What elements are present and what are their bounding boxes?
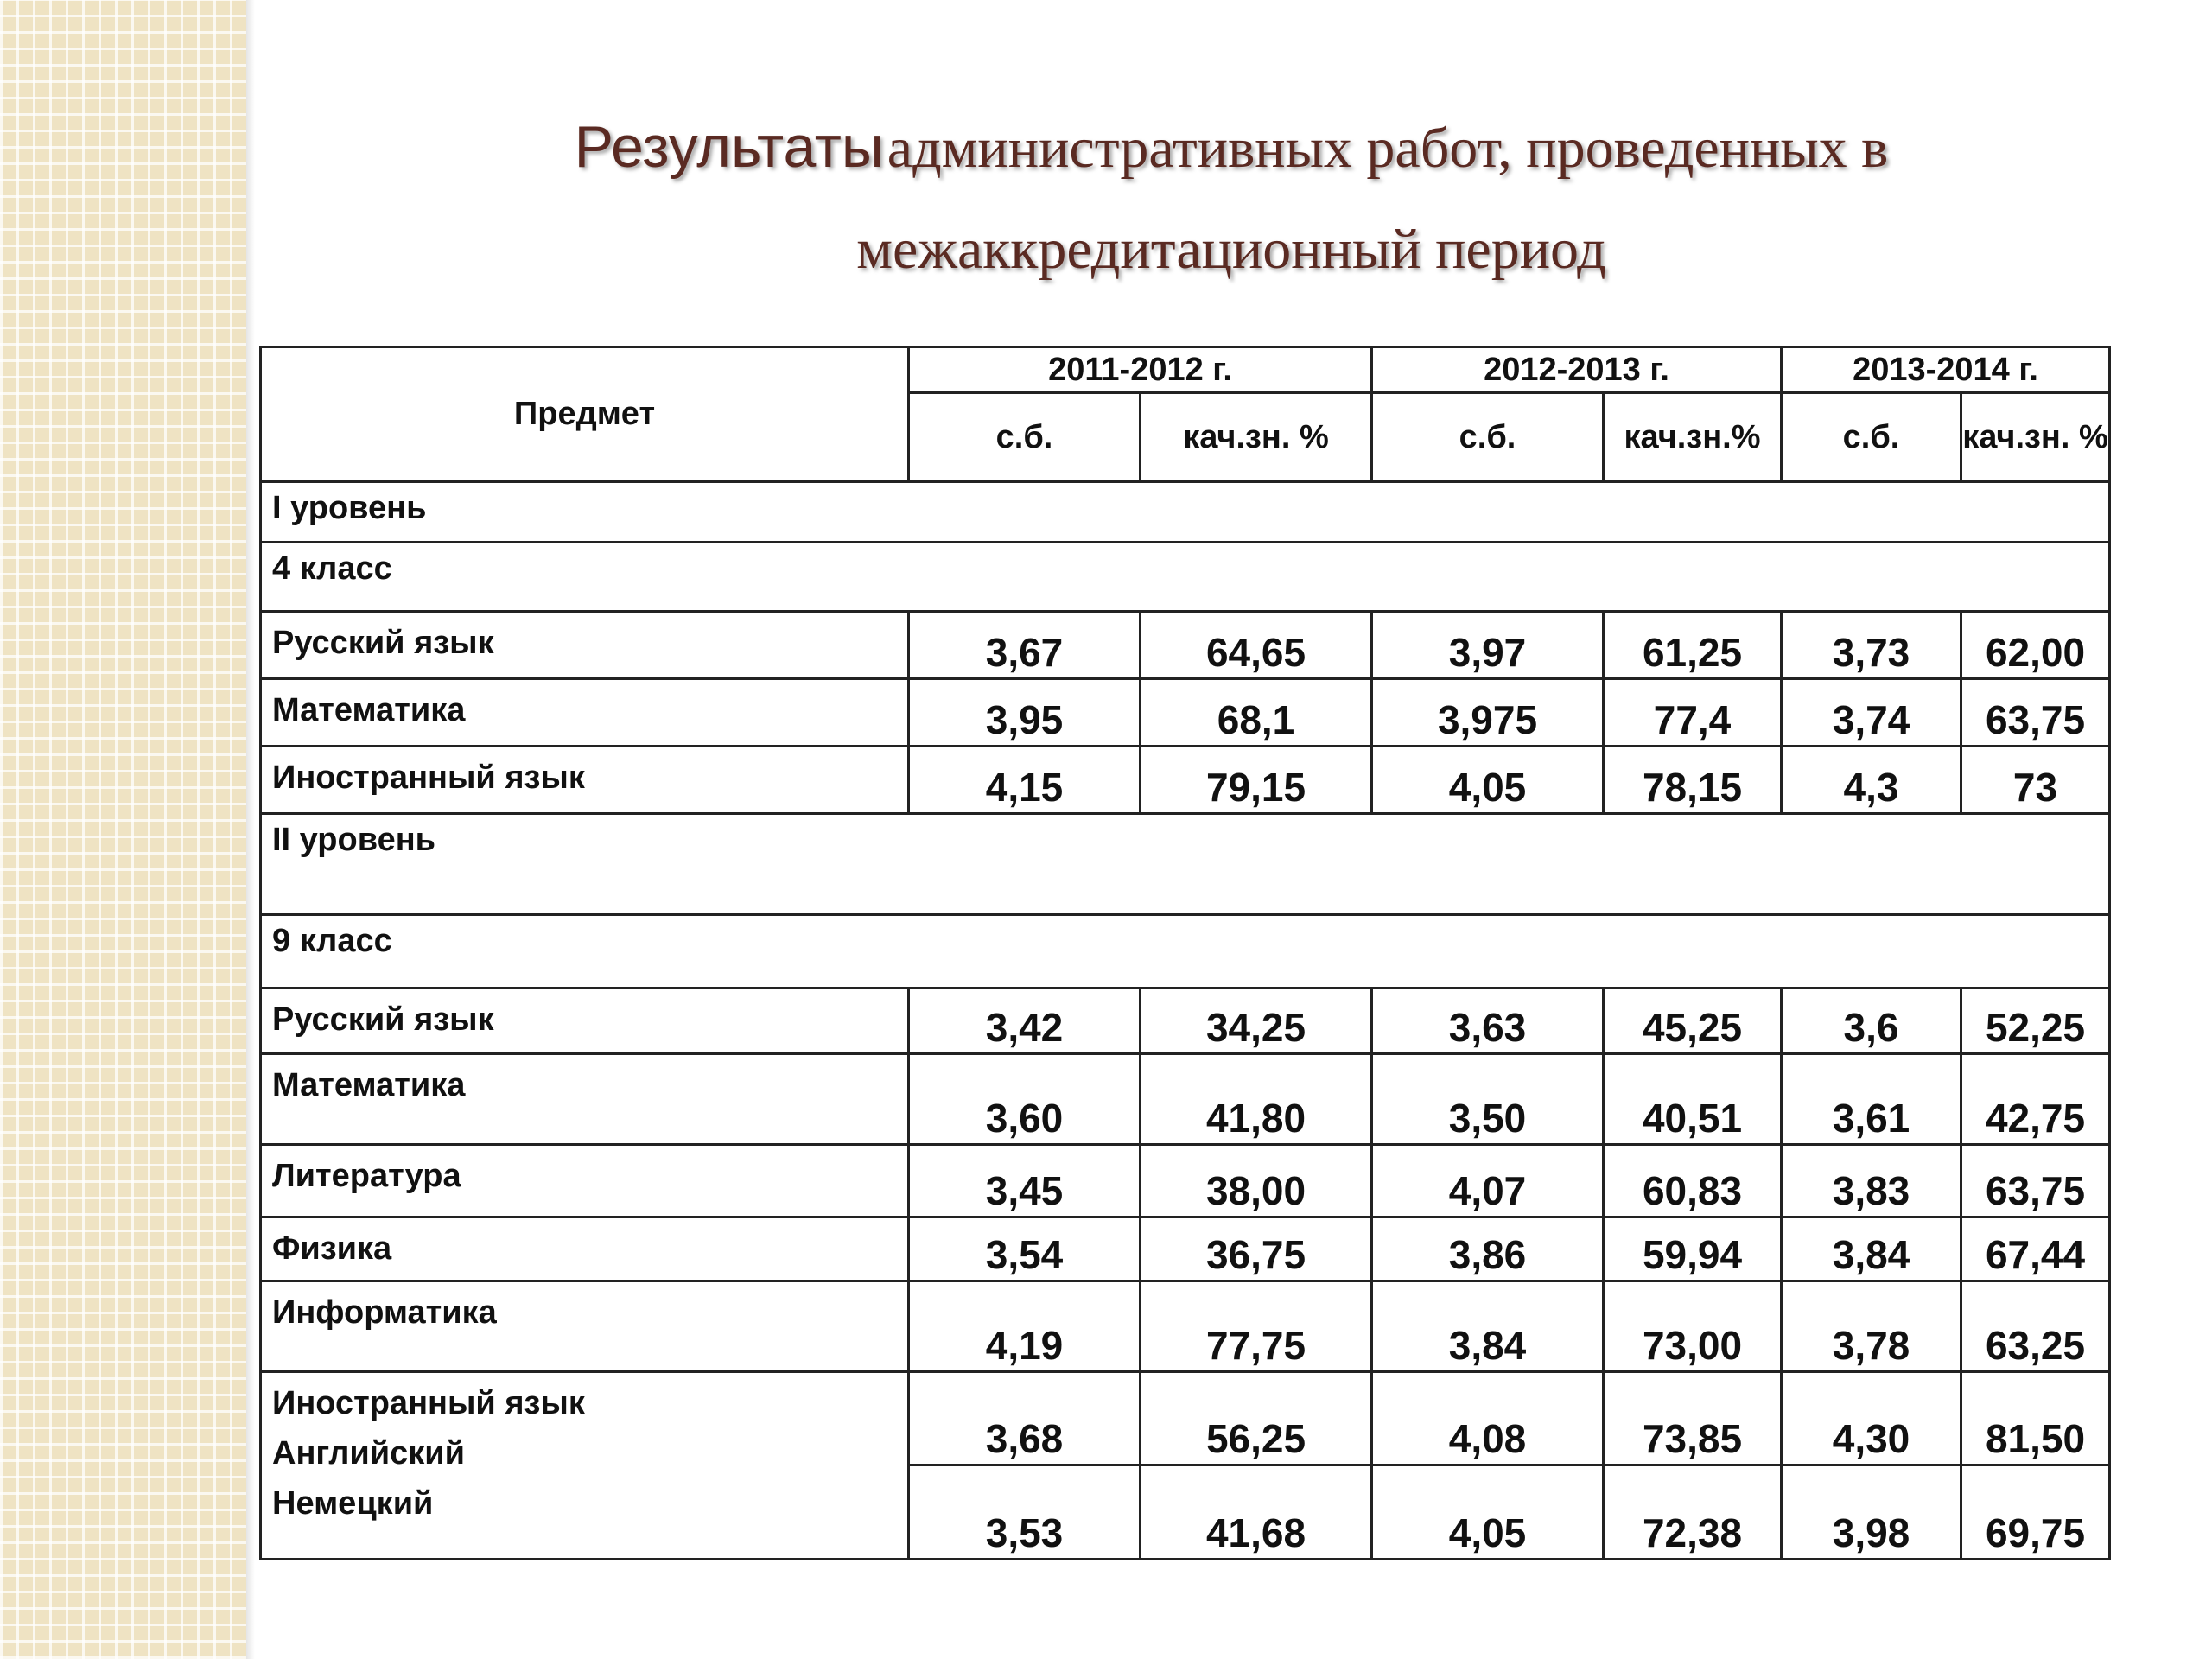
value-cell: 63,75: [1961, 1145, 2110, 1217]
value-cell: 3,50: [1372, 1054, 1604, 1145]
value-cell: 3,68: [909, 1372, 1141, 1465]
value-cell: 41,80: [1141, 1054, 1372, 1145]
sidebar-shadow: [246, 0, 255, 1659]
table-row: [261, 1372, 2110, 1465]
value-cell: 3,42: [909, 988, 1141, 1054]
value-cell: 45,25: [1604, 988, 1782, 1054]
value-cell: 4,15: [909, 747, 1141, 814]
value-cell: 4,05: [1372, 747, 1604, 814]
subcol-header: с.б.: [1782, 393, 1961, 482]
value-cell: 56,25: [1141, 1372, 1372, 1465]
value-cell: 62,00: [1961, 612, 2110, 679]
subject-label: Немецкий: [272, 1485, 434, 1522]
section-row: [261, 915, 2110, 988]
value-cell: 3,84: [1372, 1281, 1604, 1372]
subject-label: Иностранный язык: [272, 1385, 585, 1421]
value-cell: 67,44: [1961, 1217, 2110, 1281]
subject-cell-foreign: [261, 1372, 909, 1560]
table-row: [261, 747, 2110, 814]
value-cell: 3,74: [1782, 679, 1961, 747]
subject-cell: Физика: [261, 1217, 909, 1281]
decorative-sidebar: [0, 0, 246, 1659]
value-cell: 77,75: [1141, 1281, 1372, 1372]
value-cell: 41,68: [1141, 1465, 1372, 1560]
value-cell: 3,95: [909, 679, 1141, 747]
subcol-header: кач.зн. %: [1141, 393, 1372, 482]
value-cell: 4,30: [1782, 1372, 1961, 1465]
subject-cell: Русский язык: [261, 612, 909, 679]
value-cell: 60,83: [1604, 1145, 1782, 1217]
value-cell: 3,45: [909, 1145, 1141, 1217]
table-row: [261, 1145, 2110, 1217]
subject-cell: Информатика: [261, 1281, 909, 1372]
value-cell: 3,73: [1782, 612, 1961, 679]
table-row: [261, 1217, 2110, 1281]
value-cell: 4,3: [1782, 747, 1961, 814]
value-cell: 3,97: [1372, 612, 1604, 679]
subject-label: Английский: [272, 1435, 466, 1471]
subcol-header: с.б.: [1372, 393, 1604, 482]
year-header: 2013-2014 г.: [1782, 347, 2110, 393]
level-label: II уровень: [261, 814, 2110, 915]
table-row: [261, 1054, 2110, 1145]
value-cell: 3,83: [1782, 1145, 1961, 1217]
section-row: [261, 814, 2110, 915]
value-cell: 3,78: [1782, 1281, 1961, 1372]
value-cell: 40,51: [1604, 1054, 1782, 1145]
table-row: [261, 1281, 2110, 1372]
value-cell: 3,84: [1782, 1217, 1961, 1281]
slide-title: [302, 104, 2160, 293]
value-cell: 3,98: [1782, 1465, 1961, 1560]
value-cell: 38,00: [1141, 1145, 1372, 1217]
subject-cell: Математика: [261, 1054, 909, 1145]
table-row: [261, 988, 2110, 1054]
value-cell: 4,07: [1372, 1145, 1604, 1217]
value-cell: 3,60: [909, 1054, 1141, 1145]
subject-cell: Литература: [261, 1145, 909, 1217]
value-cell: 3,63: [1372, 988, 1604, 1054]
header-row-years: [261, 347, 2110, 393]
subject-cell: Математика: [261, 679, 909, 747]
value-cell: 77,4: [1604, 679, 1782, 747]
subcol-header: с.б.: [909, 393, 1141, 482]
title-part1: Результаты: [574, 114, 884, 180]
value-cell: 3,86: [1372, 1217, 1604, 1281]
value-cell: 73,00: [1604, 1281, 1782, 1372]
value-cell: 4,05: [1372, 1465, 1604, 1560]
results-table: [259, 346, 2111, 1560]
table-row: [261, 612, 2110, 679]
subcol-header: кач.зн.%: [1604, 393, 1782, 482]
table-row: [261, 679, 2110, 747]
value-cell: 63,75: [1961, 679, 2110, 747]
subject-cell: Иностранный язык: [261, 747, 909, 814]
value-cell: 4,08: [1372, 1372, 1604, 1465]
value-cell: 73,85: [1604, 1372, 1782, 1465]
section-row: [261, 543, 2110, 612]
value-cell: 34,25: [1141, 988, 1372, 1054]
grade-label: 9 класс: [261, 915, 2110, 988]
grade-label: 4 класс: [261, 543, 2110, 612]
value-cell: 4,19: [909, 1281, 1141, 1372]
value-cell: 81,50: [1961, 1372, 2110, 1465]
value-cell: 59,94: [1604, 1217, 1782, 1281]
subject-cell: Русский язык: [261, 988, 909, 1054]
value-cell: 69,75: [1961, 1465, 2110, 1560]
value-cell: 78,15: [1604, 747, 1782, 814]
title-line2: межаккредитационный период: [856, 218, 1606, 281]
value-cell: 3,67: [909, 612, 1141, 679]
value-cell: 61,25: [1604, 612, 1782, 679]
year-header: 2011-2012 г.: [909, 347, 1372, 393]
value-cell: 68,1: [1141, 679, 1372, 747]
value-cell: 3,54: [909, 1217, 1141, 1281]
value-cell: 42,75: [1961, 1054, 2110, 1145]
year-header: 2012-2013 г.: [1372, 347, 1782, 393]
title-part2: административных работ, проведенных в: [887, 117, 1889, 180]
value-cell: 79,15: [1141, 747, 1372, 814]
value-cell: 3,53: [909, 1465, 1141, 1560]
subject-header: Предмет: [261, 347, 909, 482]
value-cell: 3,61: [1782, 1054, 1961, 1145]
value-cell: 36,75: [1141, 1217, 1372, 1281]
value-cell: 72,38: [1604, 1465, 1782, 1560]
level-label: I уровень: [261, 482, 2110, 543]
value-cell: 3,6: [1782, 988, 1961, 1054]
value-cell: 3,975: [1372, 679, 1604, 747]
value-cell: 64,65: [1141, 612, 1372, 679]
value-cell: 63,25: [1961, 1281, 2110, 1372]
value-cell: 52,25: [1961, 988, 2110, 1054]
subcol-header: кач.зн. %: [1961, 393, 2110, 482]
section-row: [261, 482, 2110, 543]
value-cell: 73: [1961, 747, 2110, 814]
